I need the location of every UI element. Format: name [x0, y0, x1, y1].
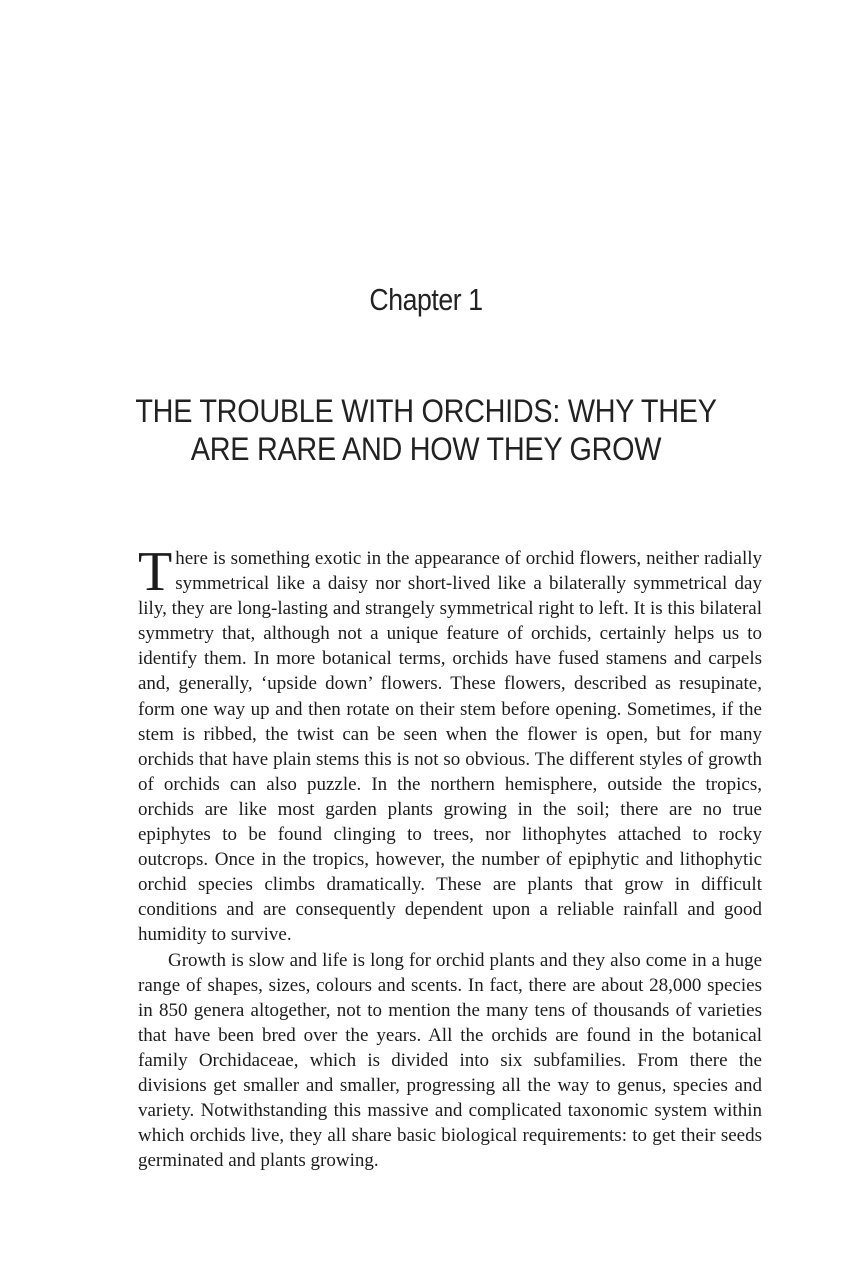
- chapter-title-line-1: THE TROUBLE WITH ORCHIDS: WHY THEY: [135, 393, 717, 429]
- drop-cap: T: [138, 541, 173, 603]
- chapter-title: [43, 392, 810, 468]
- paragraph-1-text: here is something exotic in the appearance of orchid flowers, neither radially symmetrical like a daisy nor short-lived like a bilaterally symmetrical day lily, they are long-lasting and strangely symmetrical right to left. It is this bilateral symmetry that, although not a unique feature of orchids, certainly helps us to identify them. In more botanical terms, orchids have fused stamens and carpels and, generally, ‘upside down’ flowers. These flowers, described as resupinate, form one way up and then rotate on their stem before opening. Sometimes, if the stem is ribbed, the twist can be seen when the flower is open, but for many orchids that have plain stems this is not so obvious. The different styles of growth of orchids can also puzzle. In the northern hemisphere, outside the tropics, orchids are like most garden plants growing in the soil; there are no true epiphytes to be found clinging to trees, nor lithophytes attached to rocky outcrops. Once in the tropics, however, the number of epiphytic and lithophytic orchid species climbs dramatically. These are plants that grow in difficult conditions and are consequently dependent upon a reliable rainfall and good humidity to survive.: [138, 548, 762, 946]
- chapter-label: Chapter 1: [369, 282, 483, 317]
- chapter-title-line-2: ARE RARE AND HOW THEY GROW: [190, 431, 662, 467]
- body-text: [138, 541, 762, 1173]
- paragraph-2: Growth is slow and life is long for orchid plants and they also come in a huge range of shapes, sizes, colours and scents. In fact, there are about 28,000 species in 850 genera altogether, not to mention the many tens of thousands of varieties that have been bred over the years. All the orchids are found in the botanical family Orchidaceae, which is divided into six subfamilies. From there the divisions get smaller and smaller, progressing all the way to genus, species and variety. Notwithstanding this massive and complicated taxonomic system within which orchids live, they all share basic biological requirements: to get their seeds germinated and plants growing.: [138, 949, 762, 1172]
- paragraph-1: [138, 541, 762, 948]
